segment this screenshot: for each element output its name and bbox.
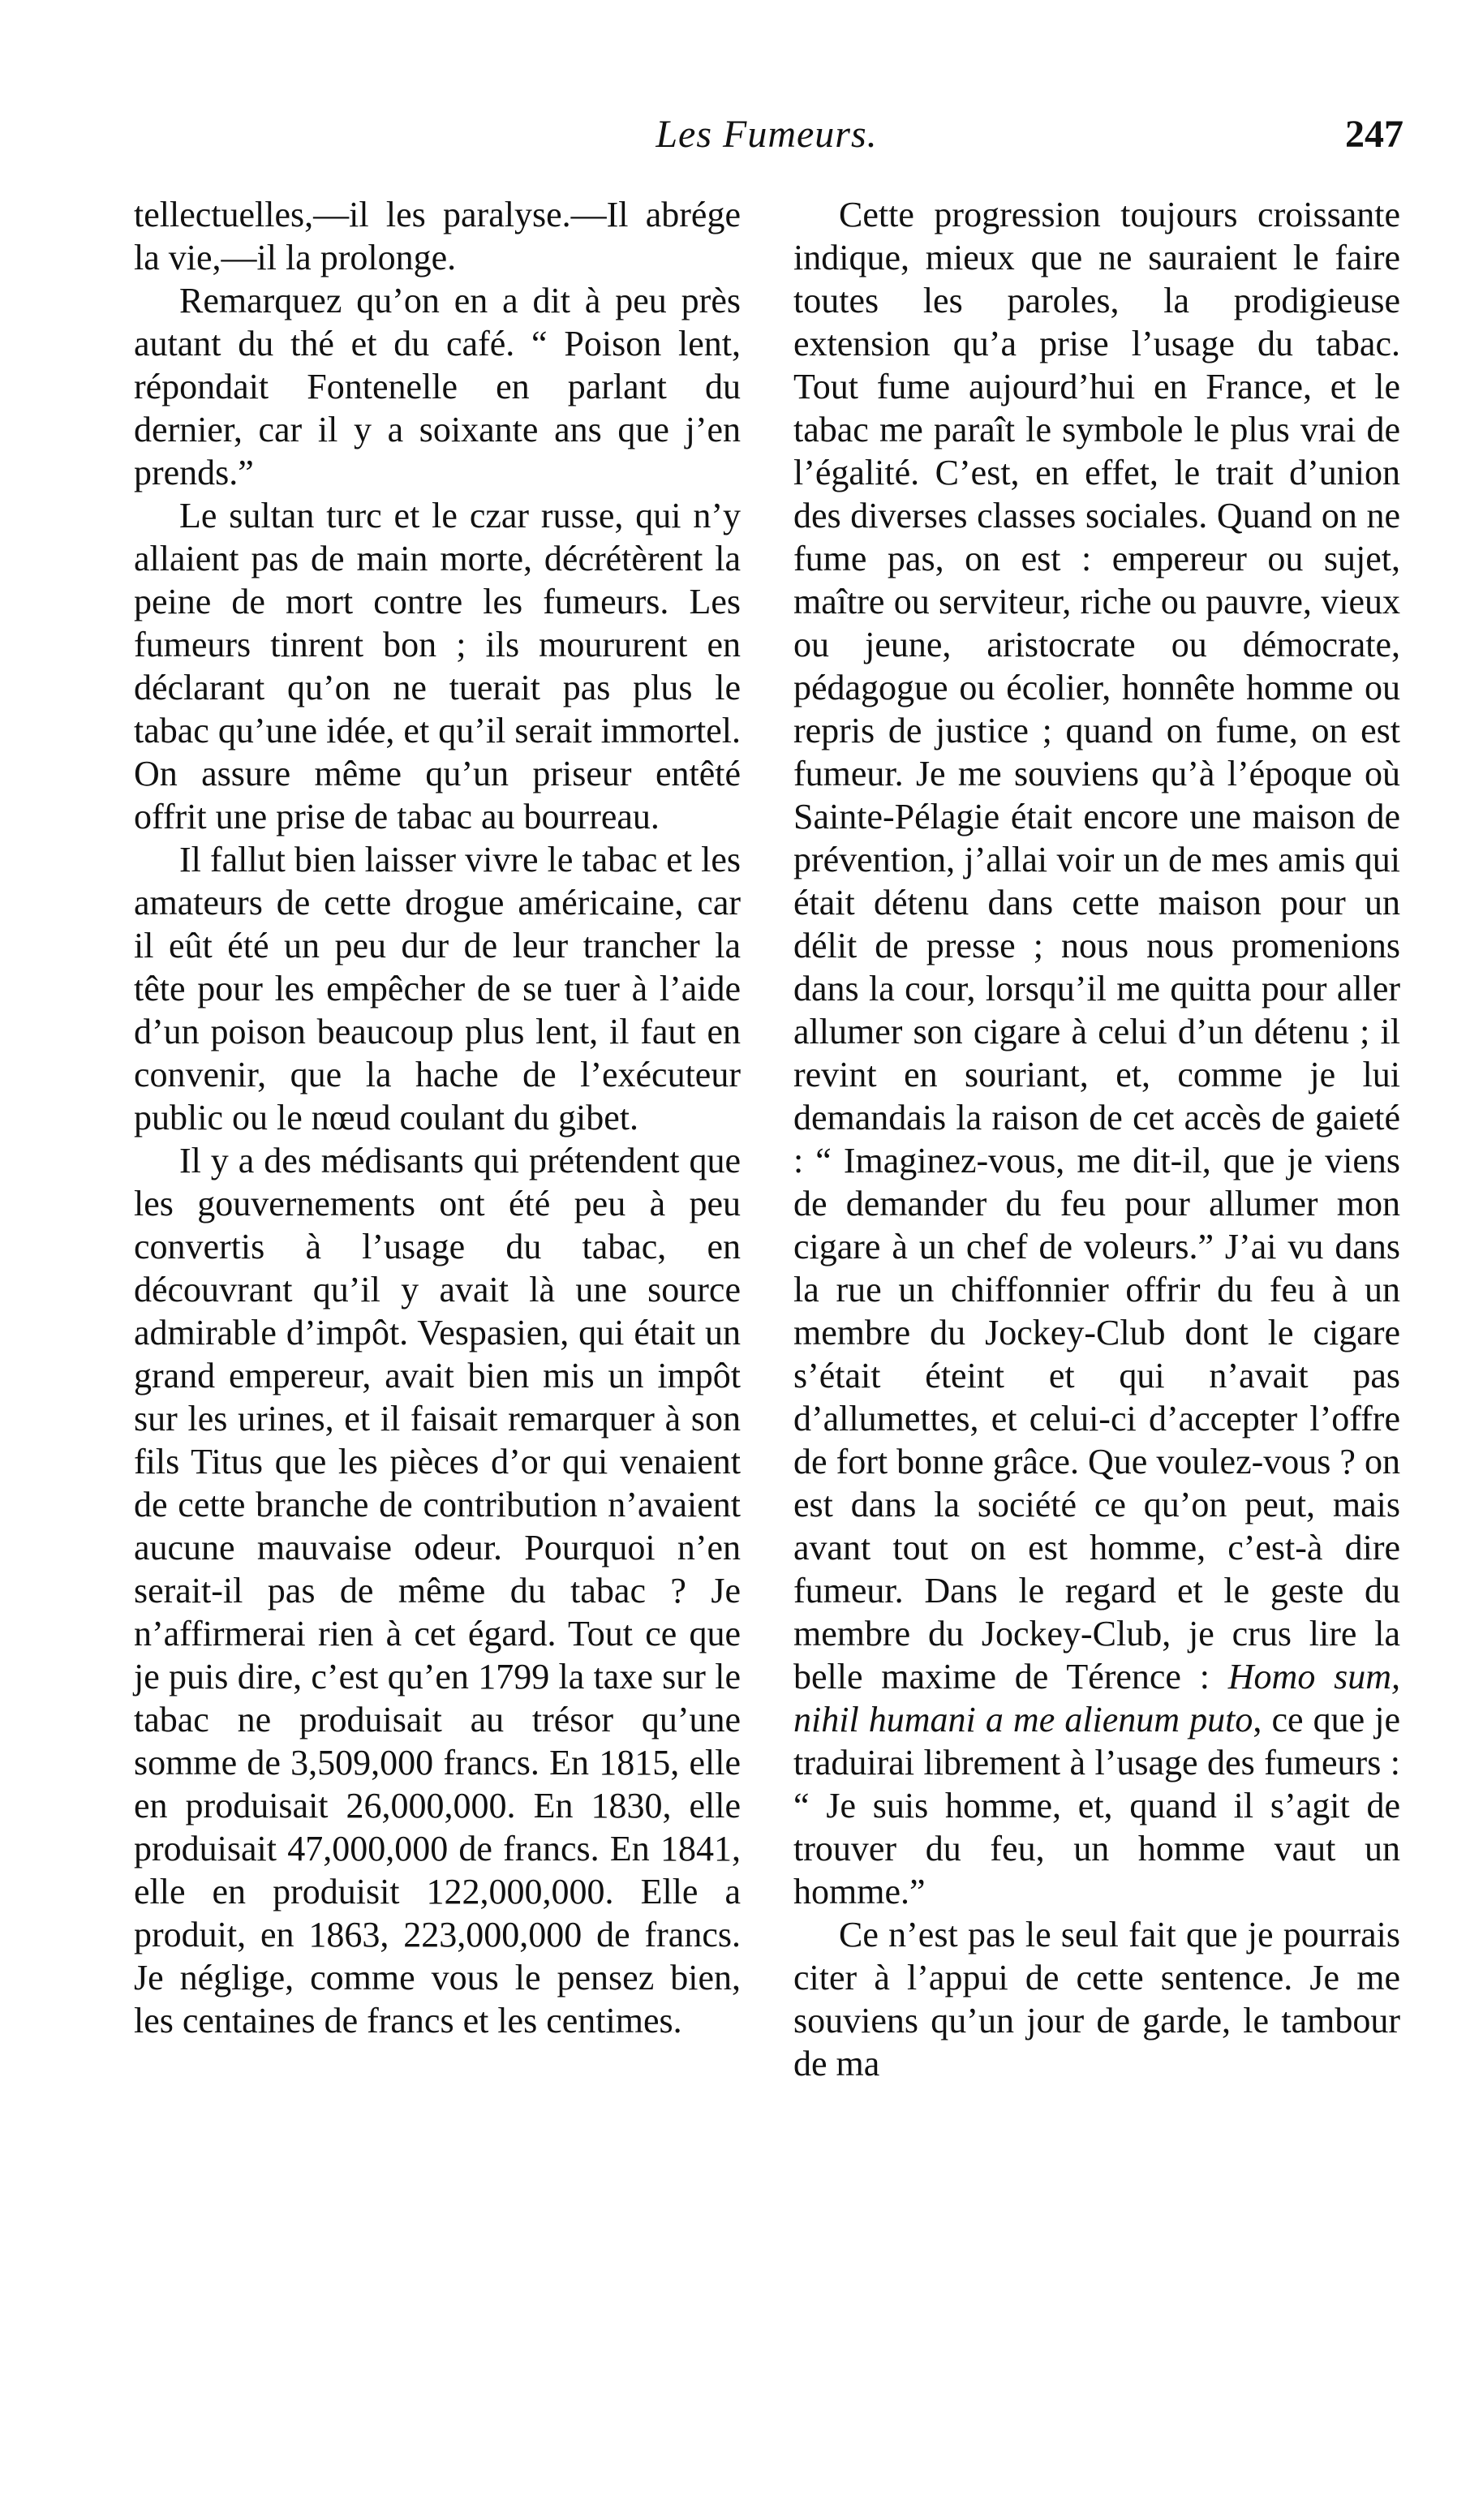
paragraph: Il fallut bien laisser vivre le tabac et les amateurs de cette drogue américaine, car il eût été un peu dur de leur trancher la tête pour les empêcher de se tuer à l’aide d’un poison beaucoup plus lent, il faut en convenir, que la hache de l’exécuteur public ou le nœud coulant du gibet. [134, 840, 741, 1137]
right-column [793, 193, 1400, 2497]
paragraph: Ce n’est pas le seul fait que je pourrais citer à l’appui de cette sentence. Je me souviens qu’un jour de garde, le tambour de ma [793, 1915, 1400, 2084]
left-column [134, 193, 741, 2497]
paragraph-text: Cette progression toujours croissante indique, mieux que ne sauraient le faire toutes les paroles, la prodigieuse extension qu’a prise l’usage du tabac. Tout fume aujourd’hui en France, et le tabac me paraît le symbole le plus vrai de l’égalité. C’est, en effet, le trait d’union des diverses classes sociales. Quand on ne fume pas, on est : empereur ou sujet, maître ou serviteur, riche ou pauvre, vieux ou jeune, aristocrate ou démocrate, pédagogue ou écolier, honnête homme ou repris de justice ; quand on fume, on est fumeur. Je me souviens qu’à l’époque où Sainte-Pélagie était encore une maison de prévention, j’allai voir un de mes amis qui était détenu dans cette maison pour un délit de presse ; nous nous promenions dans la cour, lorsqu’il me quitta pour aller allumer son cigare à celui d’un détenu ; il revint en souriant, et, comme je lui demandais la raison de cet accès de gaieté : “ Imaginez-vous, me dit-il, que je viens de demander du feu pour allumer mon cigare à un chef de voleurs.” J’ai vu dans la rue un chiffonnier offrir du feu à un membre du Jockey-Club dont le cigare s’était éteint et qui n’avait pas d’allumettes, et celui-ci d’accepter l’offre de fort bonne grâce. Que voulez-vous ? on est dans la société ce qu’on peut, mais avant tout on est homme, c’est-à dire fumeur. Dans le regard et le geste du membre du Jockey-Club, je crus lire la belle maxime de Térence : [793, 195, 1400, 1696]
latin-quote: Homo sum, nihil humani a me alienum puto [793, 1657, 1400, 1739]
paragraph: tellectuelles,—il les paralyse.—Il abrége la vie,—il la prolonge. [134, 195, 741, 277]
paragraph: Remarquez qu’on en a dit à peu près autant du thé et du café. “ Poison lent, répondait Fontenelle en parlant du dernier, car il y a soixante ans que j’en prends.” [134, 281, 741, 492]
paragraph: Il y a des médisants qui prétendent que les gouvernements ont été peu à peu convertis à l’usage du tabac, en découvrant qu’il y avait là une source admirable d’impôt. Vespasien, qui était un grand empereur, avait bien mis un impôt sur les urines, et il faisait remarquer à son fils Titus que les pièces d’or qui venaient de cette branche de contribution n’avaient aucune mauvaise odeur. Pourquoi n’en serait-il pas de même du tabac ? Je n’affirmerai rien à cet égard. Tout ce que je puis dire, c’est qu’en 1799 la taxe sur le tabac ne produisait au trésor qu’une somme de 3,509,000 francs. En 1815, elle en produisait 26,000,000. En 1830, elle produisait 47,000,000 de francs. En 1841, elle en produisit 122,000,000. Elle a produit, en 1863, 223,000,000 de francs. Je néglige, comme vous le pensez bien, les centaines de francs et les centimes. [134, 1141, 741, 2041]
paragraph [793, 193, 1400, 1913]
page-number: 247 [1345, 113, 1403, 156]
running-title: Les Fumeurs. [656, 113, 878, 156]
paragraph-text: , ce que je traduirai librement à l’usage des fumeurs : “ Je suis homme, et, quand il s’agit de trouver du feu, un homme vaut un homme.” [793, 1700, 1400, 1912]
page-header [130, 112, 1403, 169]
paragraph: Le sultan turc et le czar russe, qui n’y allaient pas de main morte, décrétèrent la peine de mort contre les fumeurs. Les fumeurs tinrent bon ; ils moururent en déclarant qu’on ne tuerait pas plus le tabac qu’une idée, et qu’il serait immortel. On assure même qu’un priseur entêté offrit une prise de tabac au bourreau. [134, 496, 741, 836]
